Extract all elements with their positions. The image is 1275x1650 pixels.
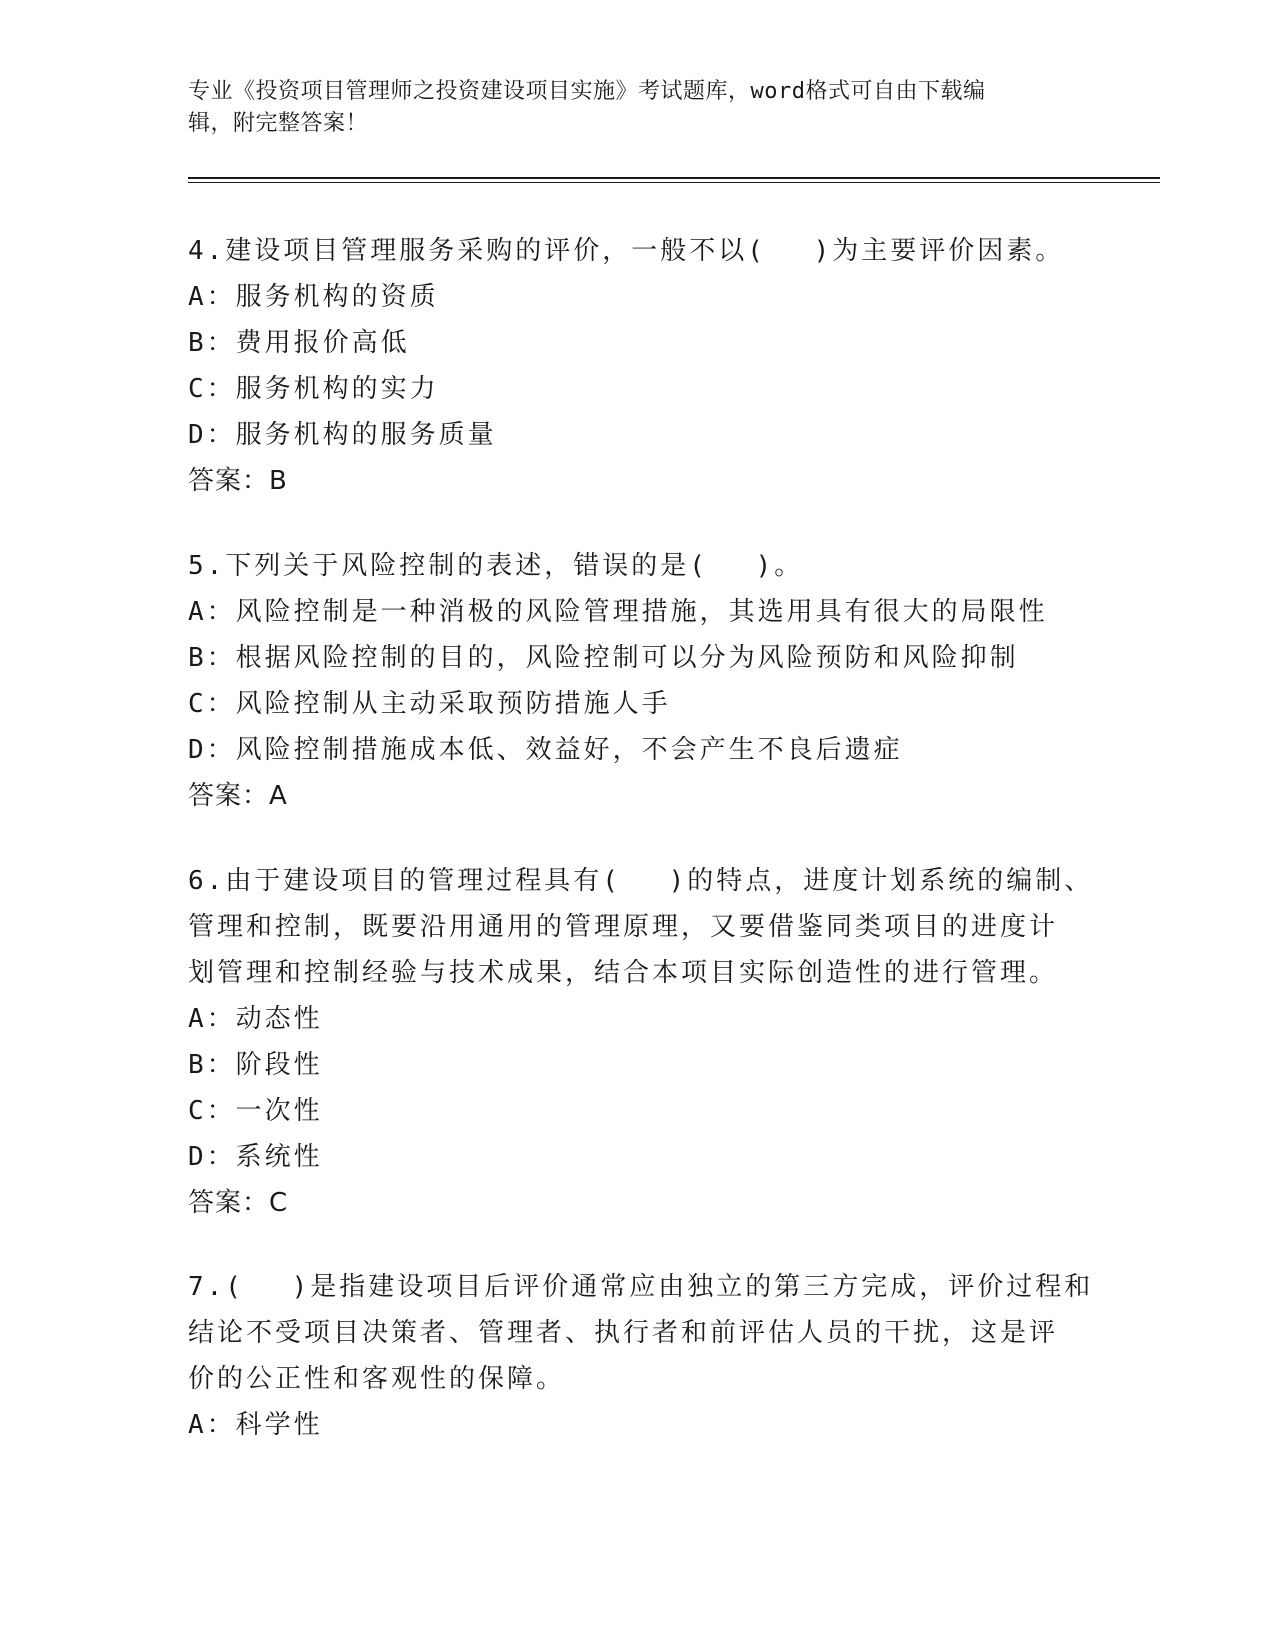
header-rule-thin [188,182,1160,183]
question-stem: 管理和控制，既要沿用通用的管理原理，又要借鉴同类项目的进度计 [188,912,1059,942]
answer: 答案：B [188,466,288,496]
option-a: A：动态性 [188,1004,323,1034]
question-5 [188,543,1088,819]
question-4 [188,228,1088,504]
question-stem: 结论不受项目决策者、管理者、执行者和前评估人员的干扰，这是评 [188,1318,1059,1348]
question-stem: 4.建设项目管理服务采购的评价，一般不以( )为主要评价因素。 [188,236,1065,266]
option-b: B：费用报价高低 [188,328,410,358]
option-a: A：服务机构的资质 [188,282,439,312]
header-rule [188,177,1160,179]
answer: 答案：C [188,1188,289,1218]
question-stem: 6.由于建设项目的管理过程具有( )的特点，进度计划系统的编制、 [188,866,1094,896]
option-a: A：风险控制是一种消极的风险管理措施，其选用具有很大的局限性 [188,597,1048,627]
question-stem: 5.下列关于风险控制的表述，错误的是( )。 [188,551,804,581]
option-b: B：阶段性 [188,1050,323,1080]
option-c: C：一次性 [188,1096,323,1126]
question-stem: 价的公正性和客观性的保障。 [188,1364,566,1394]
document-header [188,76,1088,140]
option-a: A：科学性 [188,1410,323,1440]
option-d: D：系统性 [188,1142,323,1172]
option-d: D：服务机构的服务质量 [188,420,497,450]
question-6 [188,858,1094,1226]
question-stem: 划管理和控制经验与技术成果，结合本项目实际创造性的进行管理。 [188,958,1059,988]
option-c: C：风险控制从主动采取预防措施人手 [188,689,671,719]
option-d: D：风险控制措施成本低、效益好，不会产生不良后遗症 [188,735,903,765]
option-c: C：服务机构的实力 [188,374,439,404]
option-b: B：根据风险控制的目的，风险控制可以分为风险预防和风险抑制 [188,643,1019,673]
header-line: 辑，附完整答案！ [188,111,369,136]
question-7 [188,1264,1094,1448]
header-line: 专业《投资项目管理师之投资建设项目实施》考试题库，word格式可自由下载编 [188,79,986,104]
question-stem: 7.( )是指建设项目后评价通常应由独立的第三方完成，评价过程和 [188,1272,1094,1302]
answer: 答案：A [188,781,288,811]
